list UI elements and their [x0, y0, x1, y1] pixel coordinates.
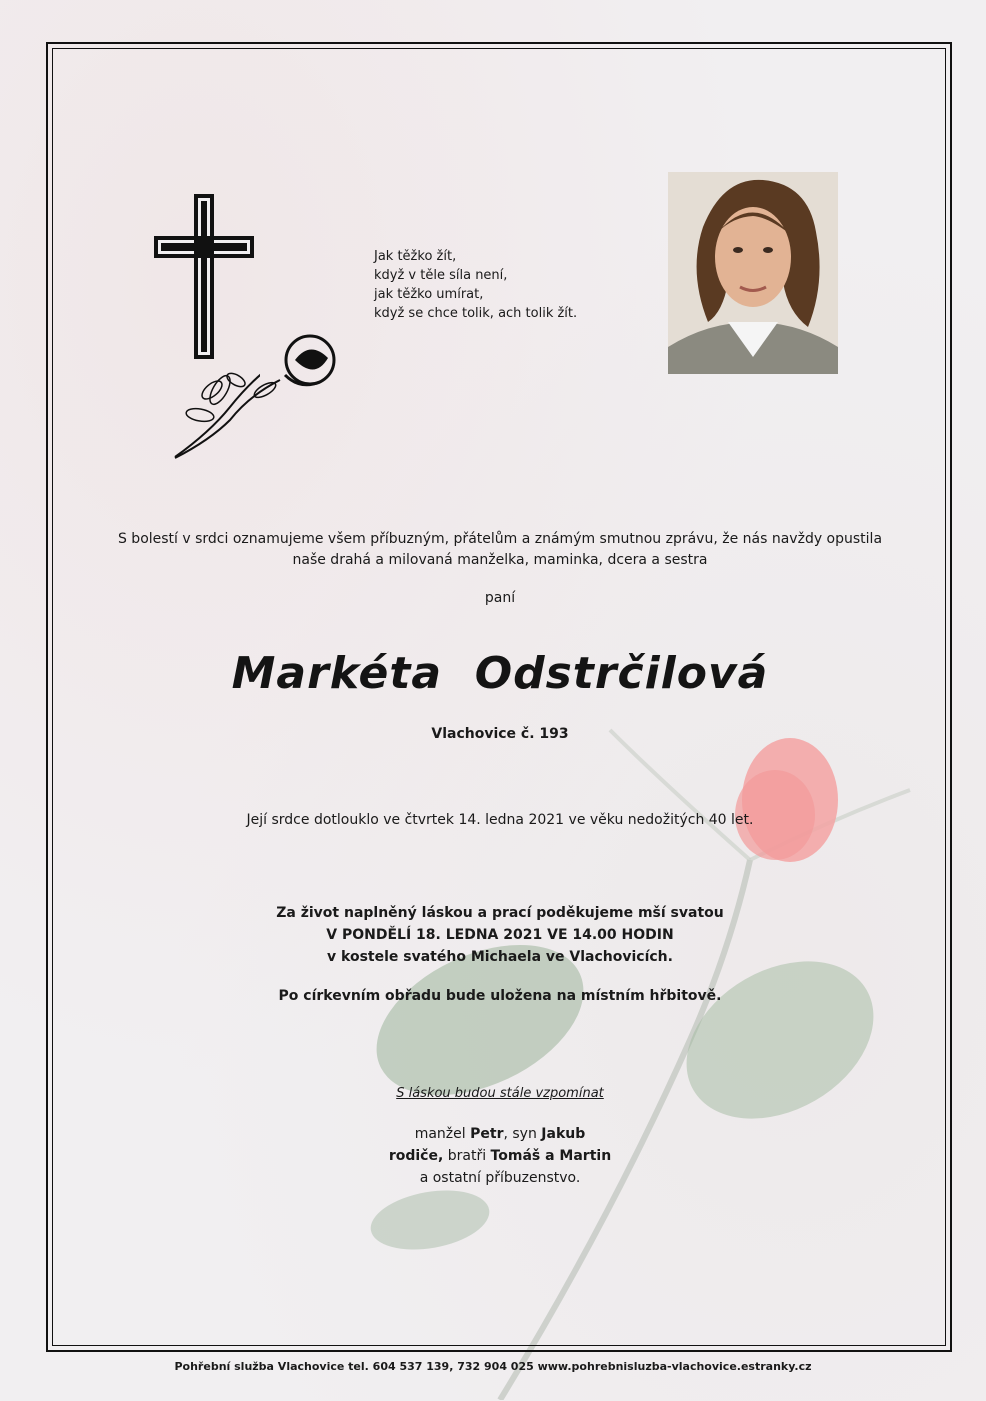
portrait-photo [668, 172, 838, 374]
mourner-text: , syn [503, 1126, 542, 1142]
deceased-name: Markéta Odstrčilová [231, 648, 769, 699]
mourners-line [60, 1145, 940, 1167]
mourner-text: manžel [414, 1126, 471, 1142]
mourner-name: rodiče, [388, 1148, 444, 1164]
mourner-name: Jakub [541, 1126, 586, 1142]
mourners-line: a ostatní příbuzenstvo. [419, 1170, 581, 1186]
address: Vlachovice č. 193 [431, 726, 569, 742]
burial-info: Po církevním obřadu bude uložena na místním hřbitově. [278, 988, 722, 1004]
funeral-line: V PONDĚLÍ 18. LEDNA 2021 VE 14.00 HODIN [326, 927, 674, 943]
funeral-info [60, 902, 940, 968]
poem-line: když v těle síla není, [374, 268, 508, 283]
mourner-name: Petr [470, 1126, 504, 1142]
announcement [60, 529, 940, 571]
mourners-line [60, 1123, 940, 1145]
poem-line: jak těžko umírat, [374, 287, 484, 302]
title-word: paní [484, 590, 516, 606]
funeral-line: Za život naplněný láskou a prací poděkujeme mší svatou [276, 905, 724, 921]
poem-line: když se chce tolik, ach tolik žít. [374, 306, 578, 321]
mourner-name: Tomáš a Martin [490, 1148, 612, 1164]
death-notice: Její srdce dotlouklo ve čtvrtek 14. ledna 2021 ve věku nedožitých 40 let. [246, 812, 754, 828]
poem-line: Jak těžko žít, [374, 249, 457, 264]
rose-drawing-icon [170, 330, 350, 460]
footer-contact: Pohřební služba Vlachovice tel. 604 537 139, 732 904 025 www.pohrebnisluzba-vlachovice.estranky.cz [174, 1360, 812, 1373]
poem [374, 247, 577, 323]
remember-heading: S láskou budou stále vzpomínat [396, 1086, 604, 1101]
announcement-line: naše drahá a milovaná manželka, maminka, dcera a sestra [292, 552, 708, 568]
mourner-text: bratři [443, 1148, 491, 1164]
funeral-line: v kostele svatého Michaela ve Vlachovicích. [327, 949, 673, 965]
announcement-line: S bolestí v srdci oznamujeme všem příbuzným, přátelům a známým smutnou zprávu, že nás navždy opustila [117, 531, 883, 547]
mourners-list [60, 1123, 940, 1189]
